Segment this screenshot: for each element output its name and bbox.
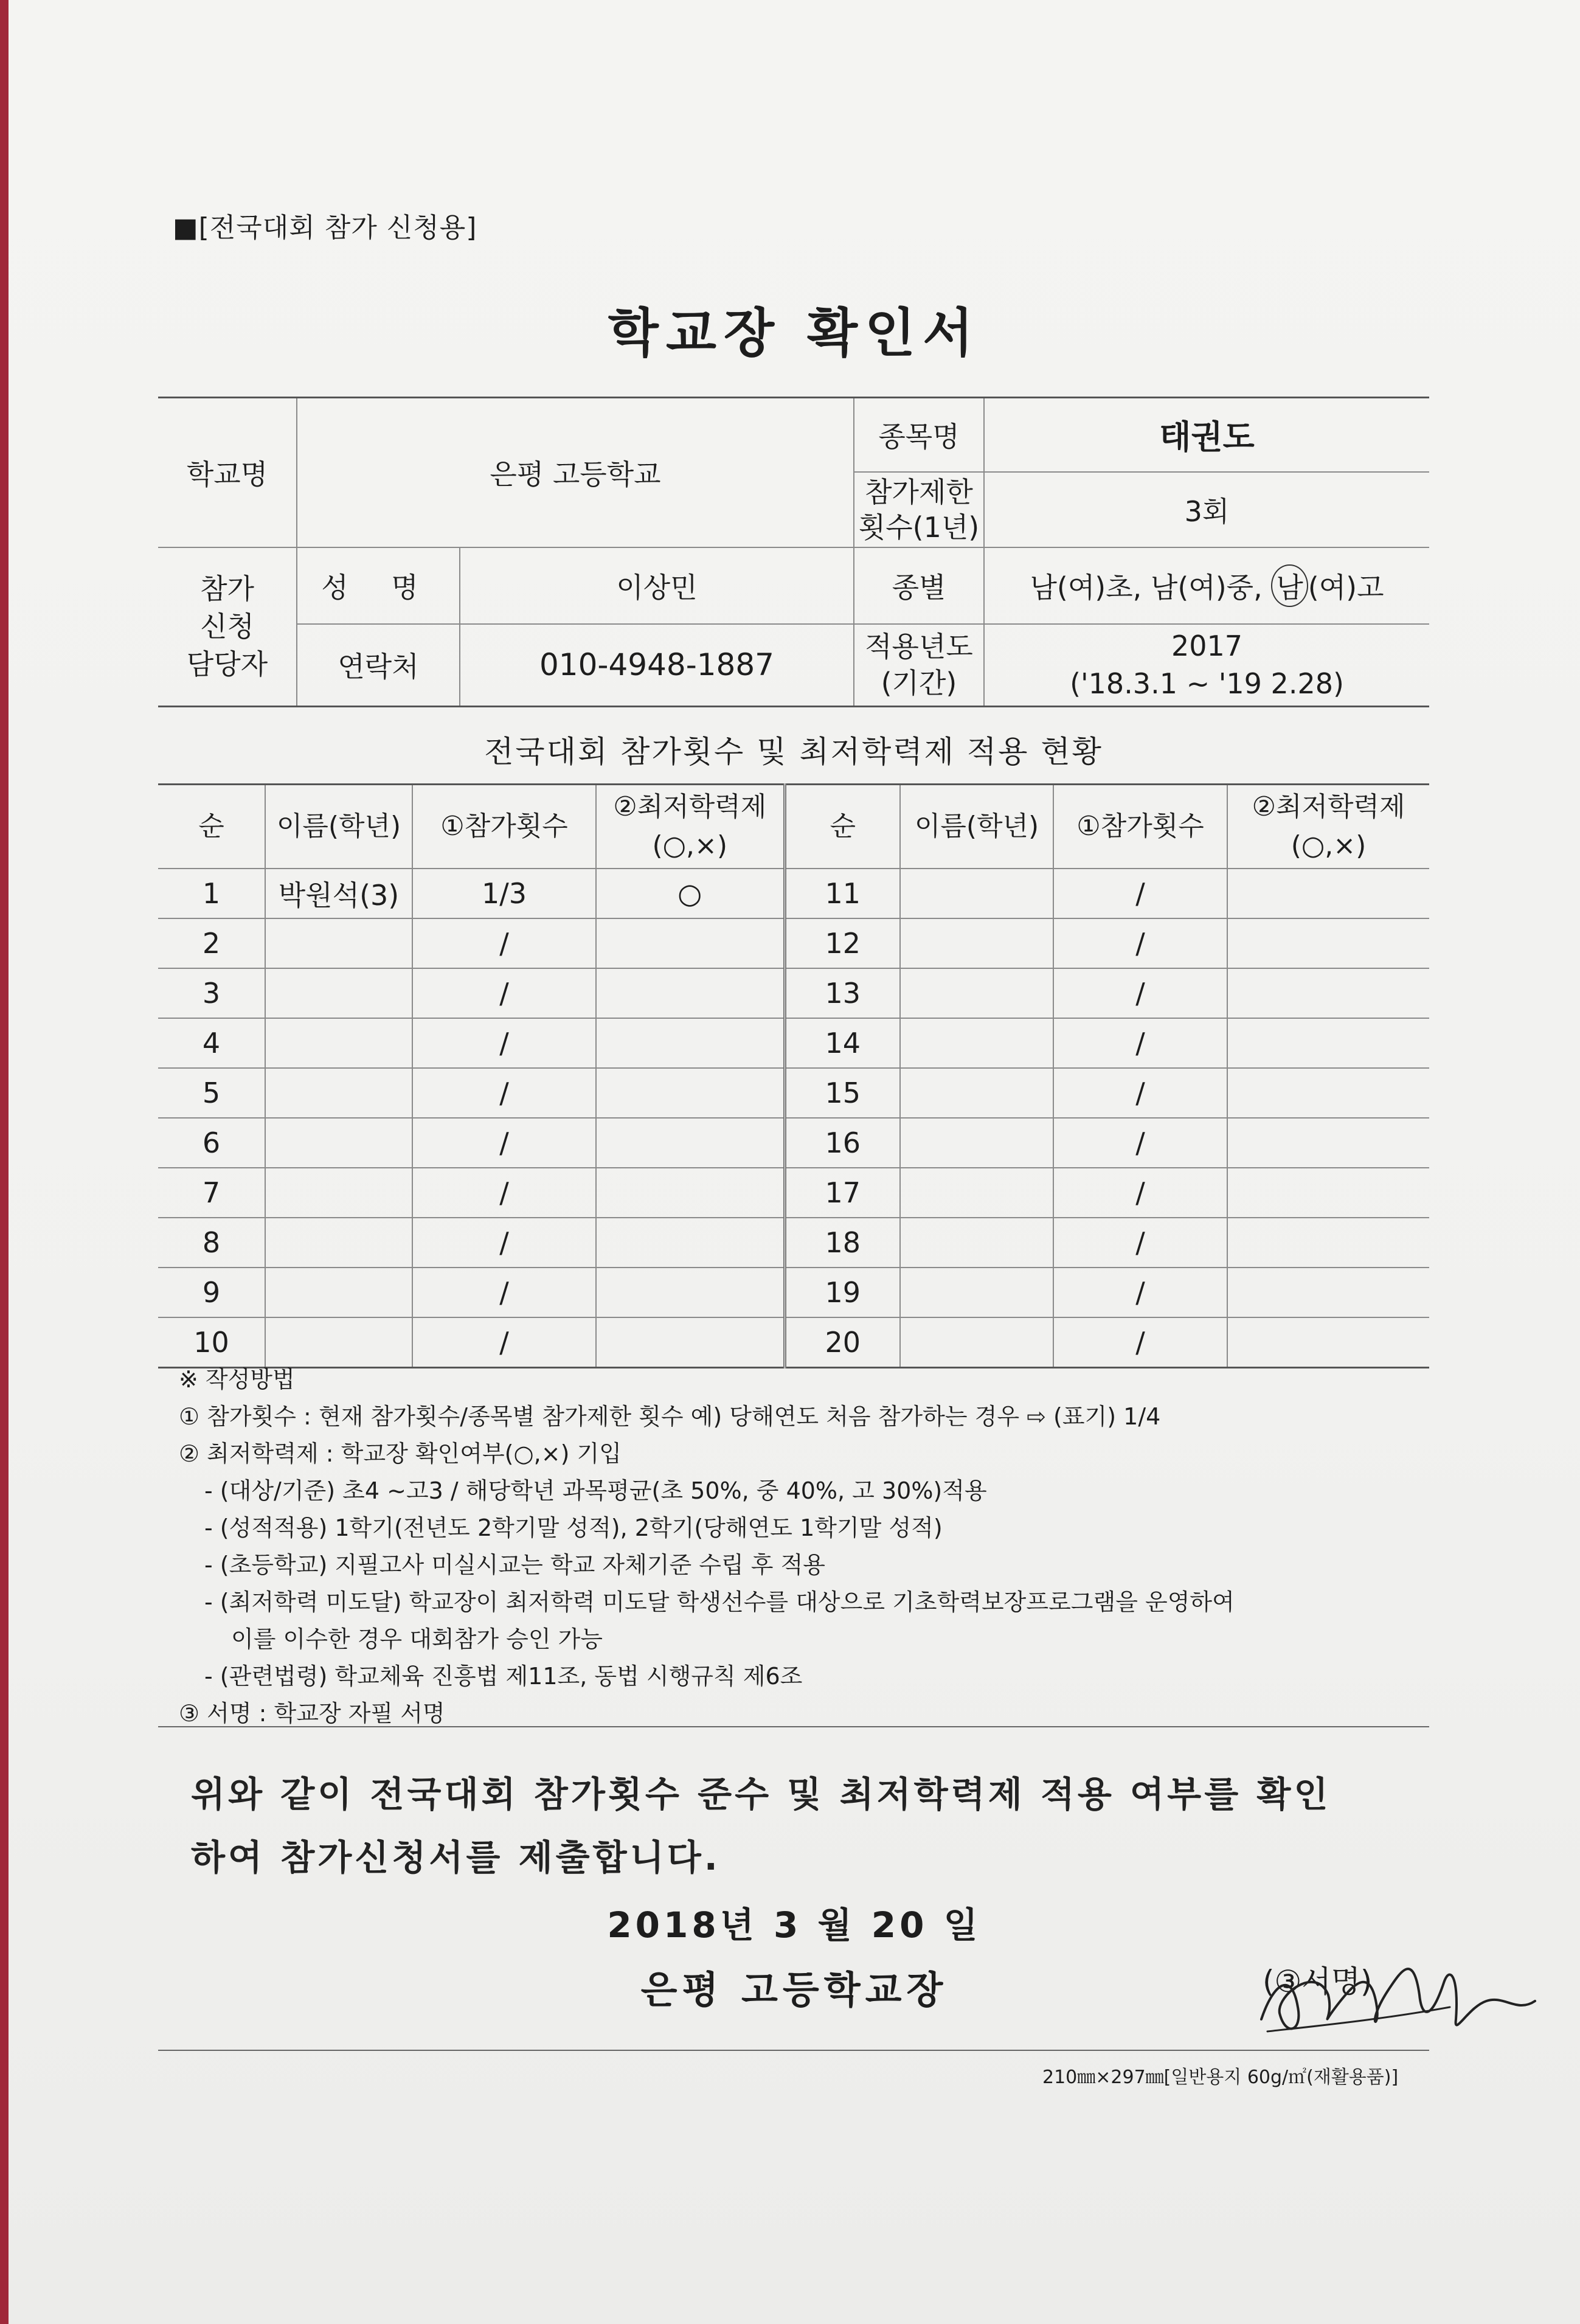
- row-seq: 2: [158, 918, 265, 968]
- row-name: [265, 1317, 412, 1368]
- row-count: /: [1053, 1317, 1227, 1368]
- instruction-below-standard: - (최저학력 미도달) 학교장이 최저학력 미도달 학생선수를 대상으로 기초학력보장프로그램을 운영하여: [204, 1589, 1235, 1615]
- row-count: /: [412, 1218, 596, 1268]
- row-seq: 5: [158, 1068, 265, 1118]
- principal-title: 은평 고등학교장: [640, 1968, 948, 2012]
- status-section-title: 전국대회 참가횟수 및 최저학력제 적용 현황: [484, 734, 1103, 769]
- footer-divider: [158, 2050, 1429, 2051]
- row-min-standard: [1227, 869, 1429, 918]
- row-count: /: [1053, 1268, 1227, 1317]
- row-name: [900, 1068, 1053, 1118]
- instructions-heading: ※ 작성방법: [179, 1366, 295, 1393]
- row-seq: 12: [785, 918, 900, 968]
- year-period: ('18.3.1 ~ '19 2.28): [1070, 667, 1344, 701]
- row-name: 박원석(3): [265, 869, 412, 918]
- row-name: [265, 1268, 412, 1317]
- header-min-standard: ②최저학력제 (○,×): [1227, 785, 1429, 869]
- applicant-info-table: [158, 397, 1429, 707]
- row-seq: 15: [785, 1068, 900, 1118]
- contact-label: 연락처: [297, 624, 460, 707]
- divider: [158, 1726, 1429, 1727]
- year-value: 2017: [1171, 630, 1243, 663]
- row-min-standard: [596, 1118, 785, 1168]
- category-text-pre: 남(여)초, 남(여)중,: [1030, 571, 1272, 604]
- row-seq: 10: [158, 1317, 265, 1368]
- row-count: /: [1053, 918, 1227, 968]
- row-count: /: [412, 1268, 596, 1317]
- row-name: [900, 869, 1053, 918]
- instruction-min-standard: ② 최저학력제 : 학교장 확인여부(○,×) 기입: [179, 1440, 622, 1467]
- row-name: [265, 1118, 412, 1168]
- table-row: [158, 1018, 1429, 1068]
- row-count: /: [1053, 968, 1227, 1018]
- instruction-signature: ③ 서명 : 학교장 자필 서명: [179, 1700, 445, 1727]
- school-label: 학교명: [158, 398, 297, 547]
- category-label: 종별: [854, 547, 984, 624]
- name-label: 성 명: [297, 547, 460, 624]
- manager-label: 참가 신청 담당자: [158, 547, 297, 707]
- row-name: [900, 1317, 1053, 1368]
- year-cell: [984, 624, 1429, 707]
- table-row: [158, 918, 1429, 968]
- signature-placeholder: (③서명): [1263, 1964, 1373, 1999]
- instructions: [179, 1361, 1432, 1732]
- row-min-standard: [596, 968, 785, 1018]
- row-seq: 20: [785, 1317, 900, 1368]
- row-count: /: [412, 1118, 596, 1168]
- row-count: /: [412, 918, 596, 968]
- row-name: [265, 918, 412, 968]
- category-value: [984, 547, 1429, 624]
- row-min-standard: [596, 1018, 785, 1068]
- table-row: [158, 1218, 1429, 1268]
- row-count: /: [412, 968, 596, 1018]
- row-count: /: [412, 1068, 596, 1118]
- row-seq: 13: [785, 968, 900, 1018]
- row-name: [265, 1018, 412, 1068]
- instruction-elementary: - (초등학교) 지필고사 미실시교는 학교 자체기준 수립 후 적용: [204, 1552, 825, 1578]
- table-row: [158, 968, 1429, 1018]
- row-min-standard: [1227, 968, 1429, 1018]
- row-min-standard: [596, 1268, 785, 1317]
- row-name: [900, 1118, 1053, 1168]
- row-name: [900, 918, 1053, 968]
- row-count: /: [412, 1168, 596, 1218]
- table-row: [158, 1268, 1429, 1317]
- row-count: /: [1053, 1118, 1227, 1168]
- row-name: [900, 1018, 1053, 1068]
- row-min-standard: [1227, 1218, 1429, 1268]
- row-min-standard: [1227, 918, 1429, 968]
- row-seq: 8: [158, 1218, 265, 1268]
- header-seq: 순: [158, 785, 265, 869]
- participation-table: [158, 783, 1429, 1368]
- row-min-standard: [596, 1068, 785, 1118]
- name-value: 이상민: [460, 547, 854, 624]
- row-min-standard: ○: [596, 869, 785, 918]
- header-count: ①참가횟수: [412, 785, 596, 869]
- row-count: /: [1053, 1218, 1227, 1268]
- row-count: /: [1053, 1168, 1227, 1218]
- row-count: /: [412, 1018, 596, 1068]
- instruction-count: ① 참가횟수 : 현재 참가횟수/종목별 참가제한 횟수 예) 당해연도 처음 참가하는 경우 ⇨ (표기) 1/4: [179, 1403, 1161, 1430]
- row-name: [265, 968, 412, 1018]
- row-count: /: [1053, 1018, 1227, 1068]
- document-title: 학교장 확인서: [608, 303, 981, 364]
- row-min-standard: [1227, 1168, 1429, 1218]
- row-seq: 11: [785, 869, 900, 918]
- form-type-tag: ■[전국대회 참가 신청용]: [173, 212, 477, 243]
- row-count: 1/3: [412, 869, 596, 918]
- row-seq: 4: [158, 1018, 265, 1068]
- year-label: 적용년도 (기간): [854, 624, 984, 707]
- document-sheet: [9, 0, 1580, 2324]
- confirmation-statement: [191, 1763, 1407, 1889]
- row-seq: 18: [785, 1218, 900, 1268]
- row-name: [900, 968, 1053, 1018]
- row-min-standard: [1227, 1068, 1429, 1118]
- row-seq: 19: [785, 1268, 900, 1317]
- paper-spec: 210㎜×297㎜[일반용지 60g/㎡(재활용품)]: [1042, 2067, 1399, 2088]
- sport-value: 태권도: [984, 398, 1429, 472]
- row-min-standard: [1227, 1118, 1429, 1168]
- category-text-post: (여)고: [1308, 571, 1384, 604]
- row-seq: 3: [158, 968, 265, 1018]
- row-name: [900, 1268, 1053, 1317]
- row-min-standard: [1227, 1317, 1429, 1368]
- table-row: [158, 1168, 1429, 1218]
- header-name: 이름(학년): [265, 785, 412, 869]
- row-seq: 1: [158, 869, 265, 918]
- statement-line-2: 하여 참가신청서를 제출합니다.: [191, 1837, 721, 1878]
- row-seq: 16: [785, 1118, 900, 1168]
- row-name: [265, 1068, 412, 1118]
- limit-value: 3회: [984, 472, 1429, 547]
- row-seq: 7: [158, 1168, 265, 1218]
- row-count: /: [1053, 1068, 1227, 1118]
- row-name: [900, 1218, 1053, 1268]
- row-min-standard: [596, 1218, 785, 1268]
- instruction-below-standard-cont: 이를 이수한 경우 대회참가 승인 가능: [231, 1626, 603, 1653]
- contact-value: 010-4948-1887: [460, 624, 854, 707]
- row-min-standard: [1227, 1018, 1429, 1068]
- table-row: [158, 1068, 1429, 1118]
- header-name: 이름(학년): [900, 785, 1053, 869]
- school-name: 은평 고등학교: [297, 398, 854, 547]
- circled-selection: 남: [1271, 564, 1308, 607]
- instruction-grades: - (성적적용) 1학기(전년도 2학기말 성적), 2학기(당해연도 1학기말 성적): [204, 1514, 943, 1541]
- row-name: [265, 1168, 412, 1218]
- row-min-standard: [596, 1317, 785, 1368]
- row-count: /: [1053, 869, 1227, 918]
- header-seq: 순: [785, 785, 900, 869]
- row-min-standard: [1227, 1268, 1429, 1317]
- sport-label: 종목명: [854, 398, 984, 472]
- row-count: /: [412, 1317, 596, 1368]
- submission-date: 2018년 3 월 20 일: [607, 1904, 982, 1946]
- instruction-law: - (관련법령) 학교체육 진흥법 제11조, 동법 시행규칙 제6조: [204, 1663, 803, 1690]
- row-seq: 6: [158, 1118, 265, 1168]
- row-seq: 9: [158, 1268, 265, 1317]
- instruction-target: - (대상/기준) 초4 ~고3 / 해당학년 과목평균(초 50%, 중 40%, 고 30%)적용: [204, 1477, 987, 1504]
- row-min-standard: [596, 1168, 785, 1218]
- row-seq: 17: [785, 1168, 900, 1218]
- table-row: [158, 869, 1429, 918]
- table-row: [158, 1118, 1429, 1168]
- table-row: [158, 1317, 1429, 1368]
- statement-line-1: 위와 같이 전국대회 참가횟수 준수 및 최저학력제 적용 여부를 확인: [191, 1774, 1331, 1815]
- row-seq: 14: [785, 1018, 900, 1068]
- header-min-standard: ②최저학력제 (○,×): [596, 785, 785, 869]
- header-count: ①참가횟수: [1053, 785, 1227, 869]
- row-name: [900, 1168, 1053, 1218]
- limit-label: 참가제한 횟수(1년): [854, 472, 984, 547]
- row-min-standard: [596, 918, 785, 968]
- handwritten-signature: [1249, 1928, 1541, 2056]
- row-name: [265, 1218, 412, 1268]
